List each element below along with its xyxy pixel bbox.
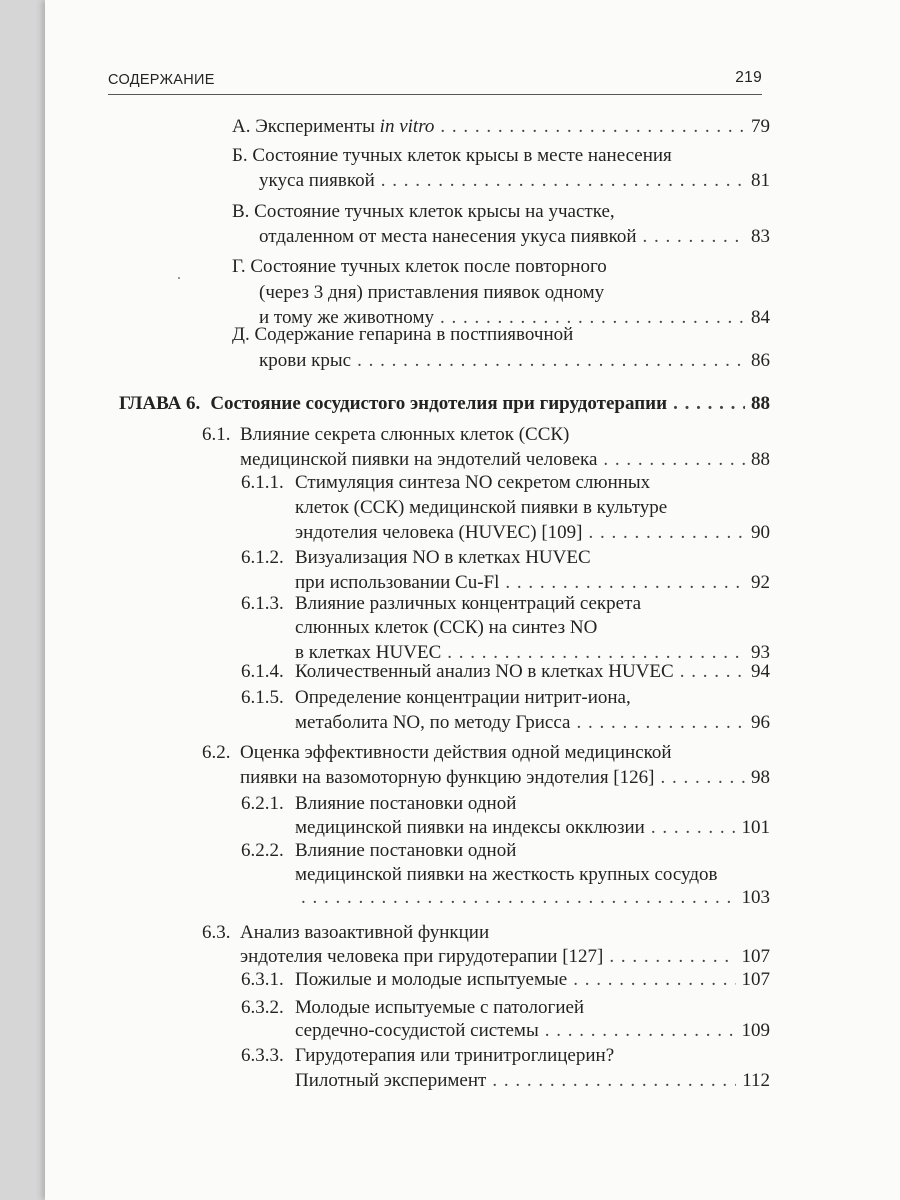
entry-title-text: Молодые испытуемые с патологией (295, 997, 585, 1018)
entry-title-text: Визуализация NO в клетках HUVEC (295, 547, 591, 568)
entry-page-number[interactable]: 79 (751, 116, 770, 137)
toc-entry-line (241, 838, 770, 864)
dot-leader (680, 659, 745, 685)
dot-leader (301, 885, 736, 911)
section-number: 6.3. (202, 922, 231, 943)
toc-entry-line-final (259, 348, 770, 374)
dot-leader (660, 765, 745, 791)
entry-title-text: метаболита NO, по методу Грисса (295, 712, 571, 733)
entry-page-number[interactable]: 107 (741, 946, 770, 967)
toc-entry-line-final (295, 1068, 770, 1094)
section-number: 6.3.1. (241, 969, 284, 990)
entry-title-text: укуса пиявкой (259, 170, 375, 191)
entry-title-text: сердечно-сосудистой системы (295, 1020, 539, 1041)
toc-entry-line-final (240, 765, 770, 791)
toc-entry-line (232, 322, 770, 348)
entry-title-text: В. Состояние тучных клеток крысы на участке, (232, 201, 615, 222)
toc-entry-line (241, 685, 770, 711)
entry-page-number[interactable]: 81 (751, 170, 770, 191)
entry-page-number[interactable]: 93 (751, 642, 770, 663)
entry-title-text: крови крыс (259, 350, 352, 371)
dot-leader (381, 168, 745, 194)
section-number: 6.2.1. (241, 793, 284, 814)
dot-leader (492, 1068, 736, 1094)
section-number: 6.1.1. (241, 472, 284, 493)
entry-title-text: Б. Состояние тучных клеток крысы в месте нанесения (232, 145, 672, 166)
entry-title-text: Состояние сосудистого эндотелия при гирудотерапии (210, 393, 668, 414)
entry-title-text: медицинской пиявки на индексы окклюзии (295, 817, 645, 838)
toc-entry-line (202, 920, 770, 946)
entry-title-text: Оценка эффективности действия одной медицинской (240, 742, 672, 763)
toc-entry-line-final (259, 168, 770, 194)
toc-entry-line (241, 791, 770, 817)
toc-entry-line (241, 591, 770, 617)
paper-speck (178, 277, 180, 279)
entry-title-text: А. Эксперименты in vitro (232, 116, 435, 137)
entry-page-number[interactable]: 109 (741, 1020, 770, 1041)
entry-title-text: Количественный анализ NO в клетках HUVEC (295, 661, 674, 682)
toc-entry-line-final (295, 520, 770, 546)
header-page-number: 219 (735, 69, 762, 86)
header-title: СОДЕРЖАНИЕ (108, 72, 215, 88)
chapter-label: ГЛАВА 6. (119, 393, 201, 414)
entry-title-text: Влияние секрета слюнных клеток (ССК) (240, 424, 570, 445)
entry-title-text: пиявки на вазомоторную функцию эндотелия [126] (240, 767, 655, 788)
section-number: 6.2. (202, 742, 231, 763)
dot-leader (440, 114, 745, 140)
dot-leader (357, 348, 745, 374)
toc-entry-line-final (259, 224, 770, 250)
entry-title-text: отдаленном от места нанесения укуса пиявкой (259, 226, 637, 247)
toc-entry-line (202, 422, 770, 448)
entry-page-number[interactable]: 107 (741, 969, 770, 990)
toc-entry-line (232, 199, 770, 225)
section-number: 6.1.5. (241, 687, 284, 708)
dot-leader (589, 520, 745, 546)
entry-title-text: при использовании Cu-Fl (295, 572, 500, 593)
entry-page-number[interactable]: 94 (751, 661, 770, 682)
section-number: 6.1.3. (241, 593, 284, 614)
entry-title-text: клеток (ССК) медицинской пиявки в культуре (295, 497, 668, 518)
toc-entry-line-final (119, 391, 770, 417)
section-number: 6.3.3. (241, 1045, 284, 1066)
entry-title-text: Определение концентрации нитрит-иона, (295, 687, 631, 708)
toc-entry-line (202, 740, 770, 766)
entry-title-text: Д. Содержание гепарина в постпиявочной (232, 324, 574, 345)
dot-leader (545, 1018, 736, 1044)
toc-entry-line-final (241, 659, 770, 685)
entry-page-number[interactable]: 98 (751, 767, 770, 788)
toc-entry-line-final (232, 114, 770, 140)
entry-page-number[interactable]: 96 (751, 712, 770, 733)
entry-page-number[interactable]: 88 (751, 449, 770, 470)
entry-title-text: (через 3 дня) приставления пиявок одному (259, 282, 605, 303)
toc-entry-line-final (295, 1018, 770, 1044)
toc-entry-line (259, 280, 770, 306)
toc-entry-line (295, 615, 770, 641)
entry-title-text: Гирудотерапия или тринитроглицерин? (295, 1045, 615, 1066)
entry-title-text: эндотелия человека при гирудотерапии [127] (240, 946, 604, 967)
section-number: 6.1.2. (241, 547, 284, 568)
section-number: 6.2.2. (241, 840, 284, 861)
entry-title-text: и тому же животному (259, 307, 434, 328)
entry-title-text: эндотелия человека (HUVEC) [109] (295, 522, 583, 543)
entry-page-number[interactable]: 103 (741, 887, 770, 908)
toc-entry-line (241, 1043, 770, 1069)
entry-page-number[interactable]: 101 (741, 817, 770, 838)
section-number: 6.3.2. (241, 997, 284, 1018)
entry-title-text: Стимуляция синтеза NO секретом слюнных (295, 472, 651, 493)
section-number: 6.1.4. (241, 661, 284, 682)
toc-entry-line-final (295, 710, 770, 736)
entry-page-number[interactable]: 90 (751, 522, 770, 543)
entry-title-text: Влияние различных концентраций секрета (295, 593, 642, 614)
entry-title-text: Влияние постановки одной (295, 793, 517, 814)
toc-entry-line-final (241, 967, 770, 993)
dot-leader (573, 967, 735, 993)
dot-leader (576, 710, 745, 736)
toc-entry-line (241, 545, 770, 571)
entry-title-text: в клетках HUVEC (295, 642, 442, 663)
entry-page-number[interactable]: 83 (751, 226, 770, 247)
entry-title-text: слюнных клеток (ССК) на синтез NO (295, 617, 598, 638)
toc-entry-line (295, 495, 770, 521)
entry-page-number[interactable]: 112 (742, 1070, 770, 1091)
entry-title-text: Влияние постановки одной (295, 840, 517, 861)
entry-title-text: Анализ вазоактивной функции (240, 922, 490, 943)
dot-leader (673, 391, 745, 417)
toc-entry-line (232, 143, 770, 169)
dot-leader (643, 224, 745, 250)
entry-title-text: Пожилые и молодые испытуемые (295, 969, 568, 990)
entry-title-text: медицинской пиявки на эндотелий человека (240, 449, 598, 470)
entry-page-number[interactable]: 92 (751, 572, 770, 593)
toc-entry-line (232, 254, 770, 280)
entry-title-text: медицинской пиявки на жесткость крупных сосудов (295, 864, 718, 885)
toc-entry-line-final (295, 885, 770, 911)
section-number: 6.1. (202, 424, 231, 445)
entry-page-number[interactable]: 84 (751, 307, 770, 328)
entry-title-text: Пилотный эксперимент (295, 1070, 487, 1091)
toc-entry-line (241, 470, 770, 496)
entry-page-number[interactable]: 86 (751, 350, 770, 371)
entry-page-number[interactable]: 88 (751, 393, 770, 414)
entry-title-text: Г. Состояние тучных клеток после повторного (232, 256, 607, 277)
running-header (108, 66, 762, 95)
